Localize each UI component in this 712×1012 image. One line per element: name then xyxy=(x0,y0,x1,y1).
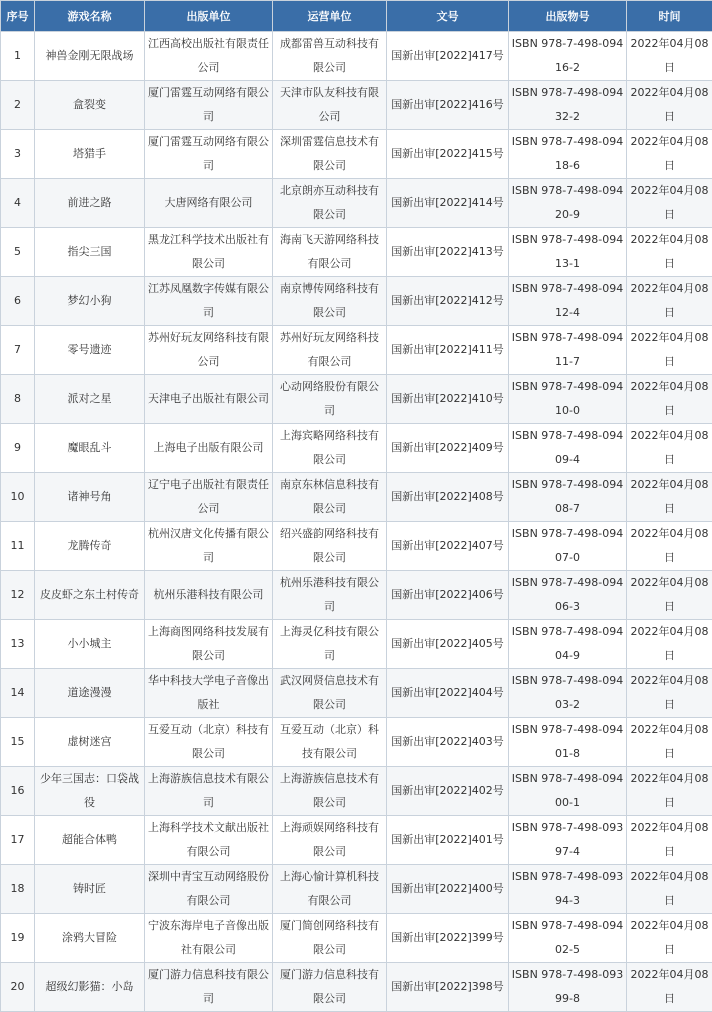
table-header xyxy=(1,1,712,32)
cell-isbn: ISBN 978-7-498-09403-2 xyxy=(509,669,627,718)
cell-publisher: 上海游族信息技术有限公司 xyxy=(145,767,273,816)
table-body xyxy=(1,32,712,1012)
cell-index: 19 xyxy=(1,914,35,963)
cell-game-name: 涂鸦大冒险 xyxy=(35,914,145,963)
cell-isbn: ISBN 978-7-498-09400-1 xyxy=(509,767,627,816)
cell-index: 14 xyxy=(1,669,35,718)
cell-approval-number: 国新出审[2022]413号 xyxy=(387,228,509,277)
cell-publisher: 厦门游力信息科技有限公司 xyxy=(145,963,273,1012)
cell-index: 20 xyxy=(1,963,35,1012)
cell-publisher: 互爱互动（北京）科技有限公司 xyxy=(145,718,273,767)
cell-approval-number: 国新出审[2022]408号 xyxy=(387,473,509,522)
column-header-operator: 运营单位 xyxy=(273,1,387,32)
cell-isbn: ISBN 978-7-498-09394-3 xyxy=(509,865,627,914)
cell-isbn: ISBN 978-7-498-09418-6 xyxy=(509,130,627,179)
cell-operator: 北京朗亦互动科技有限公司 xyxy=(273,179,387,228)
cell-operator: 上海顽娱网络科技有限公司 xyxy=(273,816,387,865)
cell-game-name: 超能合体鸭 xyxy=(35,816,145,865)
table-row xyxy=(1,130,712,179)
cell-operator: 绍兴盛韵网络科技有限公司 xyxy=(273,522,387,571)
cell-operator: 上海游族信息技术有限公司 xyxy=(273,767,387,816)
cell-date: 2022年04月08日 xyxy=(627,816,712,865)
cell-isbn: ISBN 978-7-498-09412-4 xyxy=(509,277,627,326)
cell-publisher: 苏州好玩友网络科技有限公司 xyxy=(145,326,273,375)
cell-operator: 成都雷兽互动科技有限公司 xyxy=(273,32,387,81)
column-header-approval-number: 文号 xyxy=(387,1,509,32)
cell-game-name: 道途漫漫 xyxy=(35,669,145,718)
cell-index: 12 xyxy=(1,571,35,620)
cell-date: 2022年04月08日 xyxy=(627,767,712,816)
cell-date: 2022年04月08日 xyxy=(627,81,712,130)
cell-isbn: ISBN 978-7-498-09408-7 xyxy=(509,473,627,522)
cell-operator: 天津市队友科技有限公司 xyxy=(273,81,387,130)
cell-approval-number: 国新出审[2022]414号 xyxy=(387,179,509,228)
cell-operator: 深圳雷霆信息技术有限公司 xyxy=(273,130,387,179)
table-row xyxy=(1,669,712,718)
cell-game-name: 少年三国志：口袋战役 xyxy=(35,767,145,816)
column-header-game-name: 游戏名称 xyxy=(35,1,145,32)
cell-index: 3 xyxy=(1,130,35,179)
cell-approval-number: 国新出审[2022]406号 xyxy=(387,571,509,620)
table-row xyxy=(1,179,712,228)
cell-isbn: ISBN 978-7-498-09399-8 xyxy=(509,963,627,1012)
table-row xyxy=(1,718,712,767)
cell-game-name: 零号遗迹 xyxy=(35,326,145,375)
column-header-date: 时间 xyxy=(627,1,712,32)
cell-game-name: 皮皮虾之东土村传奇 xyxy=(35,571,145,620)
table-row xyxy=(1,620,712,669)
cell-date: 2022年04月08日 xyxy=(627,277,712,326)
cell-approval-number: 国新出审[2022]412号 xyxy=(387,277,509,326)
table-row xyxy=(1,326,712,375)
table-row xyxy=(1,816,712,865)
table-row xyxy=(1,32,712,81)
cell-approval-number: 国新出审[2022]398号 xyxy=(387,963,509,1012)
cell-game-name: 小小城主 xyxy=(35,620,145,669)
cell-isbn: ISBN 978-7-498-09397-4 xyxy=(509,816,627,865)
table-row xyxy=(1,767,712,816)
cell-index: 10 xyxy=(1,473,35,522)
cell-approval-number: 国新出审[2022]416号 xyxy=(387,81,509,130)
cell-approval-number: 国新出审[2022]405号 xyxy=(387,620,509,669)
column-header-publisher: 出版单位 xyxy=(145,1,273,32)
cell-publisher: 华中科技大学电子音像出版社 xyxy=(145,669,273,718)
cell-index: 9 xyxy=(1,424,35,473)
cell-publisher: 厦门雷霆互动网络有限公司 xyxy=(145,81,273,130)
cell-operator: 南京博传网络科技有限公司 xyxy=(273,277,387,326)
cell-game-name: 超级幻影猫：小岛 xyxy=(35,963,145,1012)
cell-index: 7 xyxy=(1,326,35,375)
cell-game-name: 魔眼乱斗 xyxy=(35,424,145,473)
cell-publisher: 上海商图网络科技发展有限公司 xyxy=(145,620,273,669)
cell-publisher: 江苏凤凰数字传媒有限公司 xyxy=(145,277,273,326)
table-row xyxy=(1,914,712,963)
cell-operator: 南京东林信息科技有限公司 xyxy=(273,473,387,522)
cell-index: 13 xyxy=(1,620,35,669)
cell-isbn: ISBN 978-7-498-09410-0 xyxy=(509,375,627,424)
cell-index: 1 xyxy=(1,32,35,81)
cell-operator: 上海宾略网络科技有限公司 xyxy=(273,424,387,473)
cell-publisher: 深圳中青宝互动网络股份有限公司 xyxy=(145,865,273,914)
cell-date: 2022年04月08日 xyxy=(627,326,712,375)
cell-date: 2022年04月08日 xyxy=(627,865,712,914)
cell-approval-number: 国新出审[2022]402号 xyxy=(387,767,509,816)
cell-isbn: ISBN 978-7-498-09420-9 xyxy=(509,179,627,228)
cell-date: 2022年04月08日 xyxy=(627,963,712,1012)
cell-date: 2022年04月08日 xyxy=(627,228,712,277)
cell-game-name: 神兽金刚无限战场 xyxy=(35,32,145,81)
cell-index: 4 xyxy=(1,179,35,228)
cell-isbn: ISBN 978-7-498-09407-0 xyxy=(509,522,627,571)
cell-operator: 互爱互动（北京）科技有限公司 xyxy=(273,718,387,767)
cell-isbn: ISBN 978-7-498-09413-1 xyxy=(509,228,627,277)
cell-game-name: 诸神号角 xyxy=(35,473,145,522)
cell-approval-number: 国新出审[2022]400号 xyxy=(387,865,509,914)
table-row xyxy=(1,865,712,914)
cell-approval-number: 国新出审[2022]403号 xyxy=(387,718,509,767)
header-row xyxy=(1,1,712,32)
cell-index: 2 xyxy=(1,81,35,130)
cell-date: 2022年04月08日 xyxy=(627,179,712,228)
cell-isbn: ISBN 978-7-498-09411-7 xyxy=(509,326,627,375)
cell-publisher: 天津电子出版社有限公司 xyxy=(145,375,273,424)
cell-publisher: 上海电子出版有限公司 xyxy=(145,424,273,473)
cell-date: 2022年04月08日 xyxy=(627,375,712,424)
cell-date: 2022年04月08日 xyxy=(627,620,712,669)
cell-index: 5 xyxy=(1,228,35,277)
cell-publisher: 杭州乐港科技有限公司 xyxy=(145,571,273,620)
cell-game-name: 铸时匠 xyxy=(35,865,145,914)
cell-operator: 心动网络股份有限公司 xyxy=(273,375,387,424)
cell-approval-number: 国新出审[2022]409号 xyxy=(387,424,509,473)
table-row xyxy=(1,522,712,571)
table-row xyxy=(1,571,712,620)
cell-isbn: ISBN 978-7-498-09409-4 xyxy=(509,424,627,473)
cell-publisher: 黑龙江科学技术出版社有限公司 xyxy=(145,228,273,277)
cell-isbn: ISBN 978-7-498-09432-2 xyxy=(509,81,627,130)
table-row xyxy=(1,375,712,424)
cell-isbn: ISBN 978-7-498-09406-3 xyxy=(509,571,627,620)
cell-index: 17 xyxy=(1,816,35,865)
table-row xyxy=(1,228,712,277)
cell-publisher: 大唐网络有限公司 xyxy=(145,179,273,228)
cell-date: 2022年04月08日 xyxy=(627,914,712,963)
cell-date: 2022年04月08日 xyxy=(627,130,712,179)
cell-game-name: 龙腾传奇 xyxy=(35,522,145,571)
cell-operator: 杭州乐港科技有限公司 xyxy=(273,571,387,620)
cell-approval-number: 国新出审[2022]417号 xyxy=(387,32,509,81)
cell-publisher: 江西高校出版社有限责任公司 xyxy=(145,32,273,81)
cell-approval-number: 国新出审[2022]410号 xyxy=(387,375,509,424)
cell-approval-number: 国新出审[2022]411号 xyxy=(387,326,509,375)
cell-approval-number: 国新出审[2022]415号 xyxy=(387,130,509,179)
cell-date: 2022年04月08日 xyxy=(627,32,712,81)
cell-date: 2022年04月08日 xyxy=(627,669,712,718)
table-row xyxy=(1,963,712,1012)
cell-date: 2022年04月08日 xyxy=(627,473,712,522)
cell-game-name: 盒裂变 xyxy=(35,81,145,130)
cell-game-name: 前进之路 xyxy=(35,179,145,228)
cell-game-name: 虚树迷宫 xyxy=(35,718,145,767)
cell-publisher: 杭州汉唐文化传播有限公司 xyxy=(145,522,273,571)
cell-approval-number: 国新出审[2022]407号 xyxy=(387,522,509,571)
cell-game-name: 指尖三国 xyxy=(35,228,145,277)
cell-approval-number: 国新出审[2022]404号 xyxy=(387,669,509,718)
table-row xyxy=(1,473,712,522)
cell-operator: 上海灵亿科技有限公司 xyxy=(273,620,387,669)
cell-index: 8 xyxy=(1,375,35,424)
column-header-isbn: 出版物号 xyxy=(509,1,627,32)
cell-game-name: 梦幻小狗 xyxy=(35,277,145,326)
cell-approval-number: 国新出审[2022]399号 xyxy=(387,914,509,963)
cell-game-name: 派对之星 xyxy=(35,375,145,424)
cell-index: 6 xyxy=(1,277,35,326)
cell-isbn: ISBN 978-7-498-09416-2 xyxy=(509,32,627,81)
cell-game-name: 塔猎手 xyxy=(35,130,145,179)
cell-operator: 苏州好玩友网络科技有限公司 xyxy=(273,326,387,375)
table-row xyxy=(1,277,712,326)
table-row xyxy=(1,424,712,473)
cell-approval-number: 国新出审[2022]401号 xyxy=(387,816,509,865)
cell-publisher: 厦门雷霆互动网络有限公司 xyxy=(145,130,273,179)
cell-date: 2022年04月08日 xyxy=(627,522,712,571)
cell-operator: 海南飞天游网络科技有限公司 xyxy=(273,228,387,277)
cell-publisher: 辽宁电子出版社有限责任公司 xyxy=(145,473,273,522)
cell-index: 16 xyxy=(1,767,35,816)
cell-operator: 厦门简创网络科技有限公司 xyxy=(273,914,387,963)
column-header-index: 序号 xyxy=(1,1,35,32)
cell-isbn: ISBN 978-7-498-09402-5 xyxy=(509,914,627,963)
cell-isbn: ISBN 978-7-498-09404-9 xyxy=(509,620,627,669)
cell-index: 18 xyxy=(1,865,35,914)
cell-publisher: 宁波东海岸电子音像出版社有限公司 xyxy=(145,914,273,963)
cell-index: 15 xyxy=(1,718,35,767)
cell-operator: 厦门游力信息科技有限公司 xyxy=(273,963,387,1012)
cell-date: 2022年04月08日 xyxy=(627,718,712,767)
cell-isbn: ISBN 978-7-498-09401-8 xyxy=(509,718,627,767)
table-row xyxy=(1,81,712,130)
cell-publisher: 上海科学技术文献出版社有限公司 xyxy=(145,816,273,865)
cell-operator: 武汉网贤信息技术有限公司 xyxy=(273,669,387,718)
cell-date: 2022年04月08日 xyxy=(627,424,712,473)
cell-date: 2022年04月08日 xyxy=(627,571,712,620)
cell-operator: 上海心愉计算机科技有限公司 xyxy=(273,865,387,914)
cell-index: 11 xyxy=(1,522,35,571)
